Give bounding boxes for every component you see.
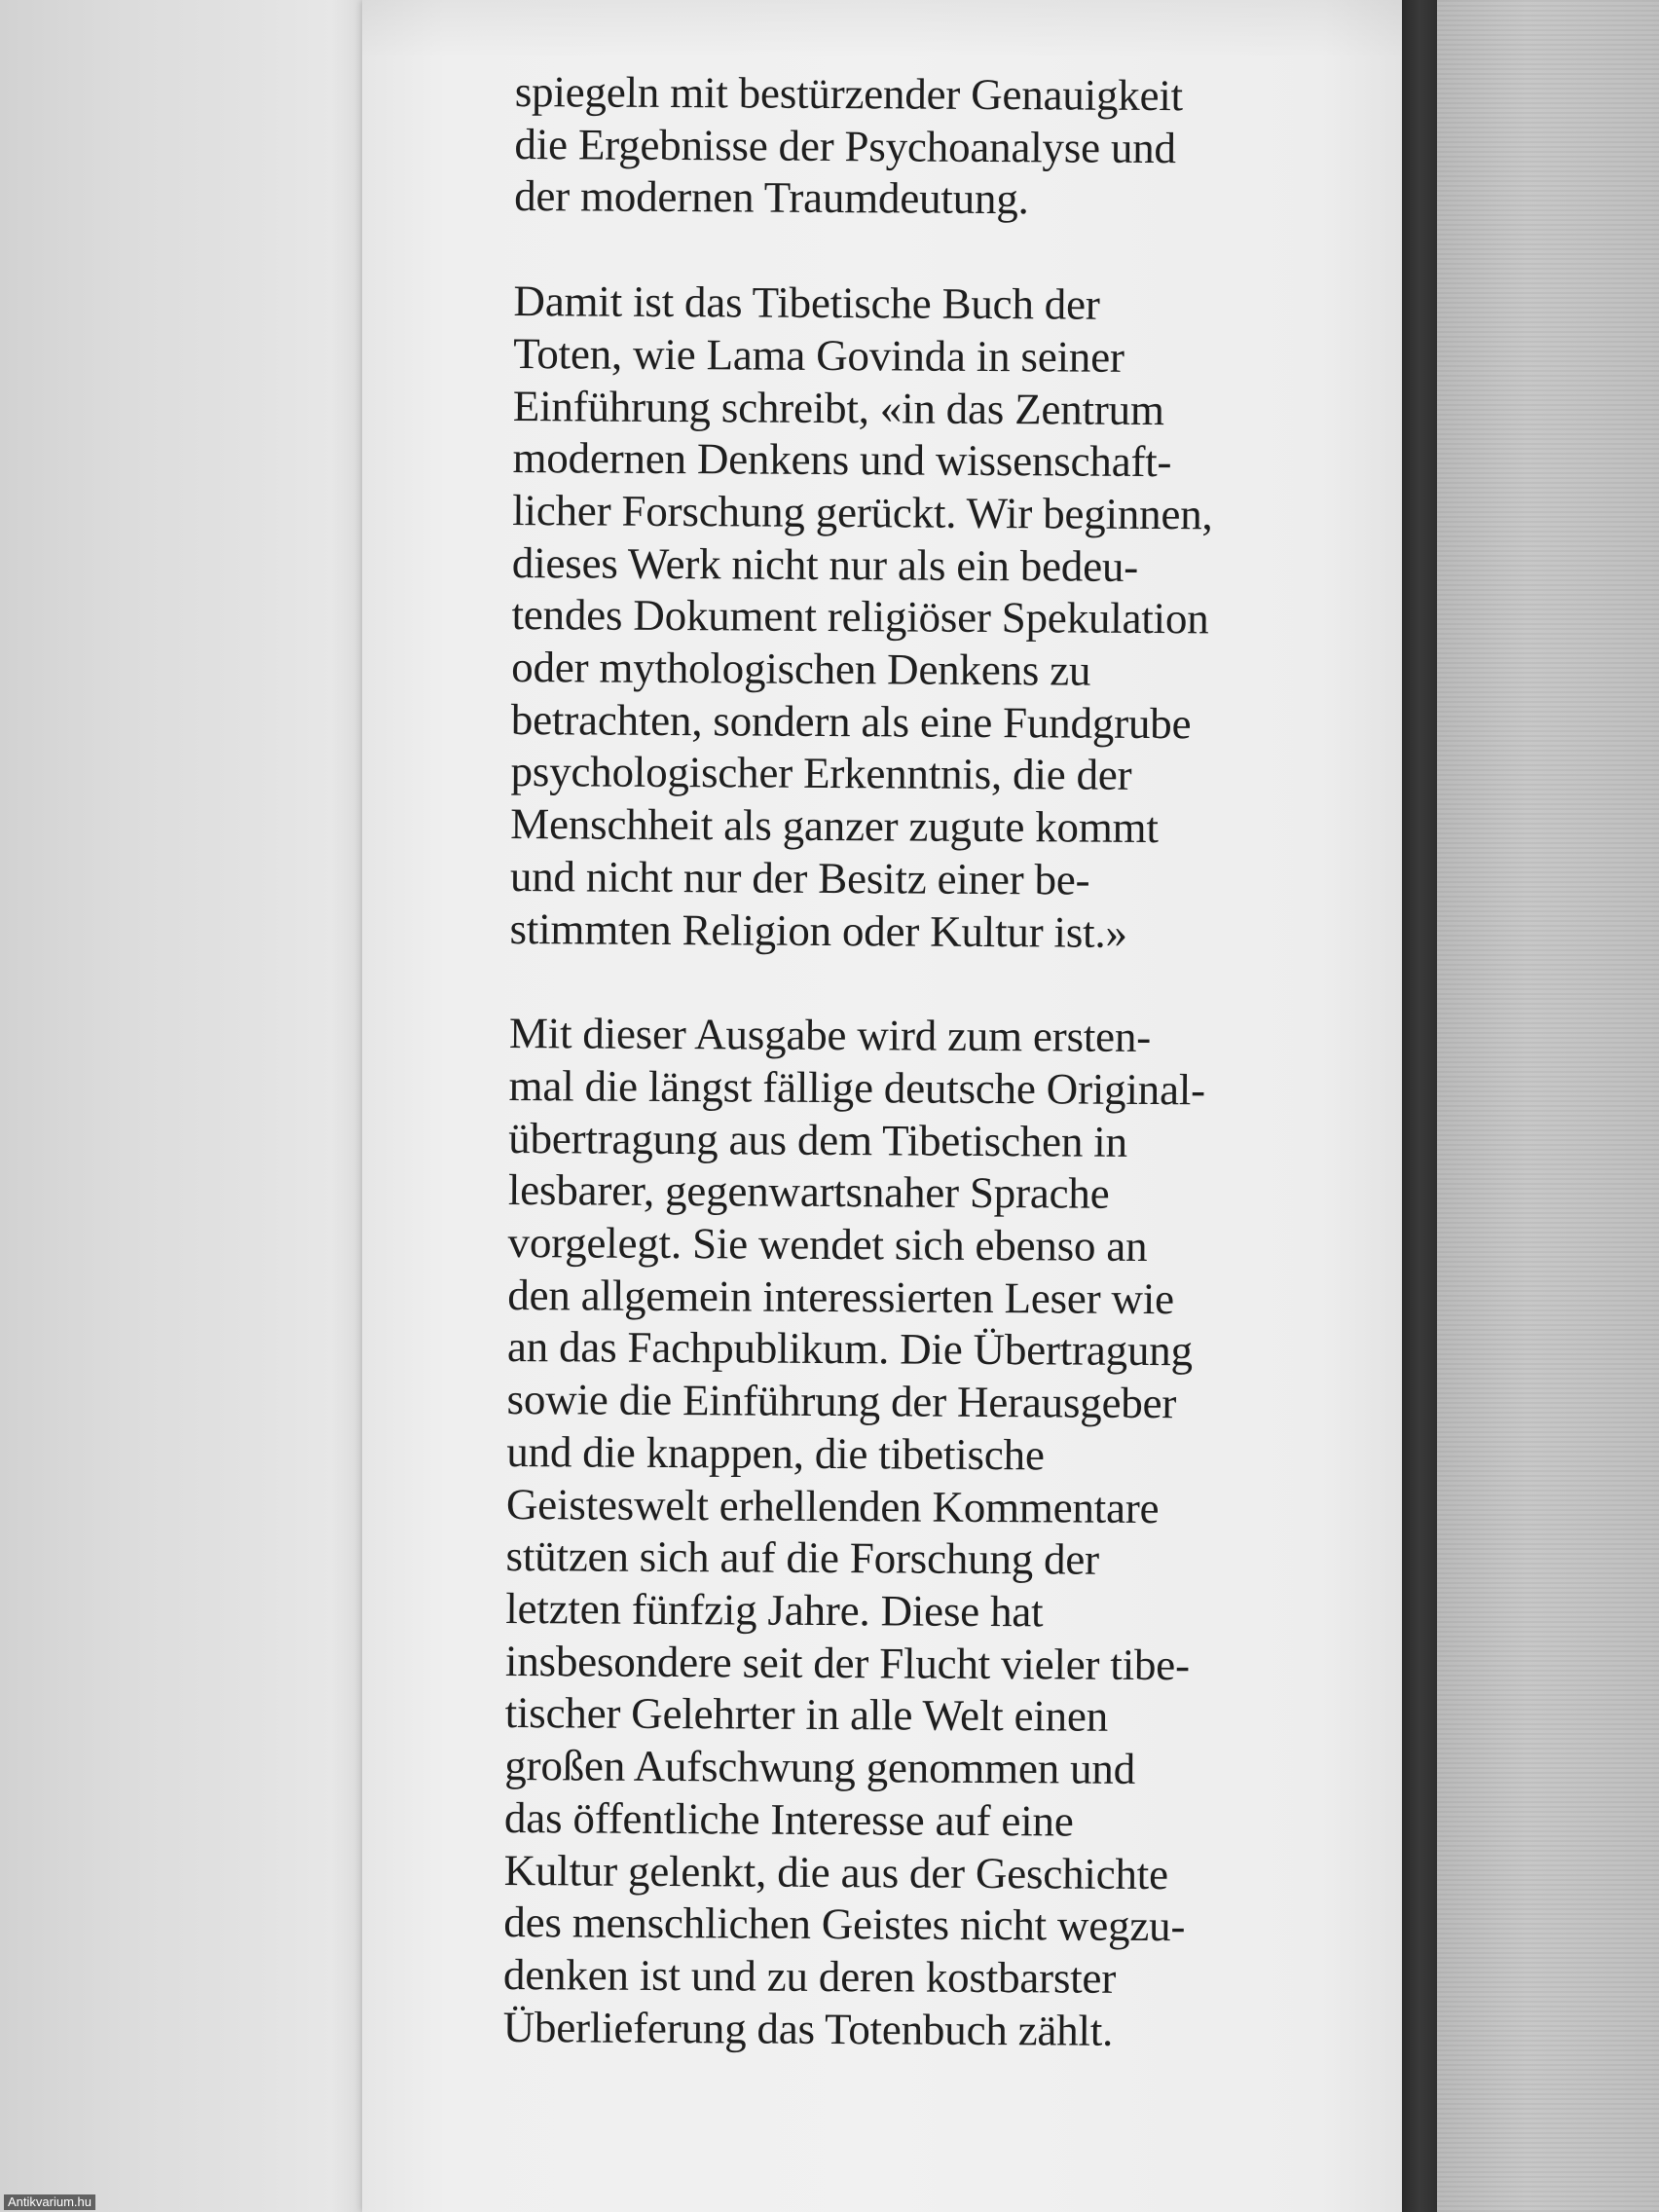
text-line: den allgemein interessierten Leser wie: [507, 1270, 1175, 1323]
paragraph-1: [514, 66, 1372, 228]
text-line: dieses Werk nicht nur als ein bedeu-: [511, 537, 1139, 591]
text-line: an das Fachpublikum. Die Übertragung: [506, 1322, 1193, 1376]
text-line: lesbarer, gegenwartsnaher Sprache: [507, 1165, 1110, 1219]
text-line: psychologischer Erkenntnis, die der: [510, 747, 1132, 800]
dust-jacket-flap: [362, 0, 1406, 2212]
underlying-page: [0, 0, 362, 2212]
text-line: stimmten Religion oder Kultur ist.»: [509, 903, 1127, 957]
text-line: Überlieferung das Totenbuch zählt.: [502, 2002, 1114, 2055]
flap-shadow: [362, 0, 1406, 58]
paragraph-3: [503, 1008, 1367, 2058]
text-line: Toten, wie Lama Govinda in seiner: [513, 328, 1124, 382]
text-line: Mit dieser Ausgabe wird zum ersten-: [508, 1009, 1152, 1062]
text-line: stützen sich auf die Forschung der: [505, 1531, 1100, 1584]
flap-text: [503, 66, 1372, 2059]
text-line: oder mythologischen Denkens zu: [511, 643, 1091, 695]
text-line: tendes Dokument religiöser Spekulation: [511, 590, 1209, 644]
text-line: sowie die Einführung der Herausgeber: [506, 1375, 1177, 1428]
text-line: der modernen Traumdeutung.: [514, 171, 1029, 224]
text-line: großen Aufschwung genommen und: [504, 1741, 1136, 1794]
text-line: des menschlichen Geistes nicht wegzu-: [503, 1898, 1186, 1951]
watermark: Antikvarium.hu: [4, 2194, 95, 2210]
text-line: und nicht nur der Besitz einer be-: [509, 851, 1090, 904]
text-line: modernen Denkens und wissenschaft-: [512, 433, 1172, 487]
text-line: vorgelegt. Sie wendet sich ebenso an: [507, 1218, 1148, 1272]
text-line: Einführung schreibt, «in das Zentrum: [512, 381, 1164, 434]
text-line: spiegeln mit bestürzender Genauigkeit: [514, 66, 1184, 121]
text-line: Damit ist das Tibetische Buch der: [513, 276, 1100, 329]
text-line: und die knappen, die tibetische: [506, 1426, 1045, 1480]
text-line: Geisteswelt erhellenden Kommentare: [505, 1479, 1160, 1532]
text-line: die Ergebnisse der Psychoanalyse und: [514, 119, 1176, 172]
text-line: licher Forschung gerückt. Wir beginnen,: [512, 485, 1213, 539]
text-line: insbesondere seit der Flucht vieler tibe-: [504, 1636, 1190, 1689]
text-line: mal die längst fällige deutsche Original-: [508, 1060, 1206, 1115]
text-line: Kultur gelenkt, die aus der Geschichte: [503, 1845, 1168, 1899]
page-edge-shadow: [331, 0, 362, 2212]
book-board: [1437, 0, 1659, 2212]
text-line: betrachten, sondern als eine Fundgrube: [510, 694, 1192, 748]
text-line: tischer Gelehrter in alle Welt einen: [504, 1688, 1109, 1742]
text-line: denken ist und zu deren kostbarster: [502, 1949, 1117, 2003]
text-line: Menschheit als ganzer zugute kommt: [510, 799, 1159, 853]
text-line: übertragung aus dem Tibetischen in: [508, 1113, 1128, 1166]
text-line: letzten fünfzig Jahre. Diese hat: [505, 1583, 1044, 1637]
text-line: das öffentliche Interesse auf eine: [503, 1792, 1074, 1846]
paragraph-2: [509, 276, 1370, 961]
book-spine: [1402, 0, 1437, 2212]
